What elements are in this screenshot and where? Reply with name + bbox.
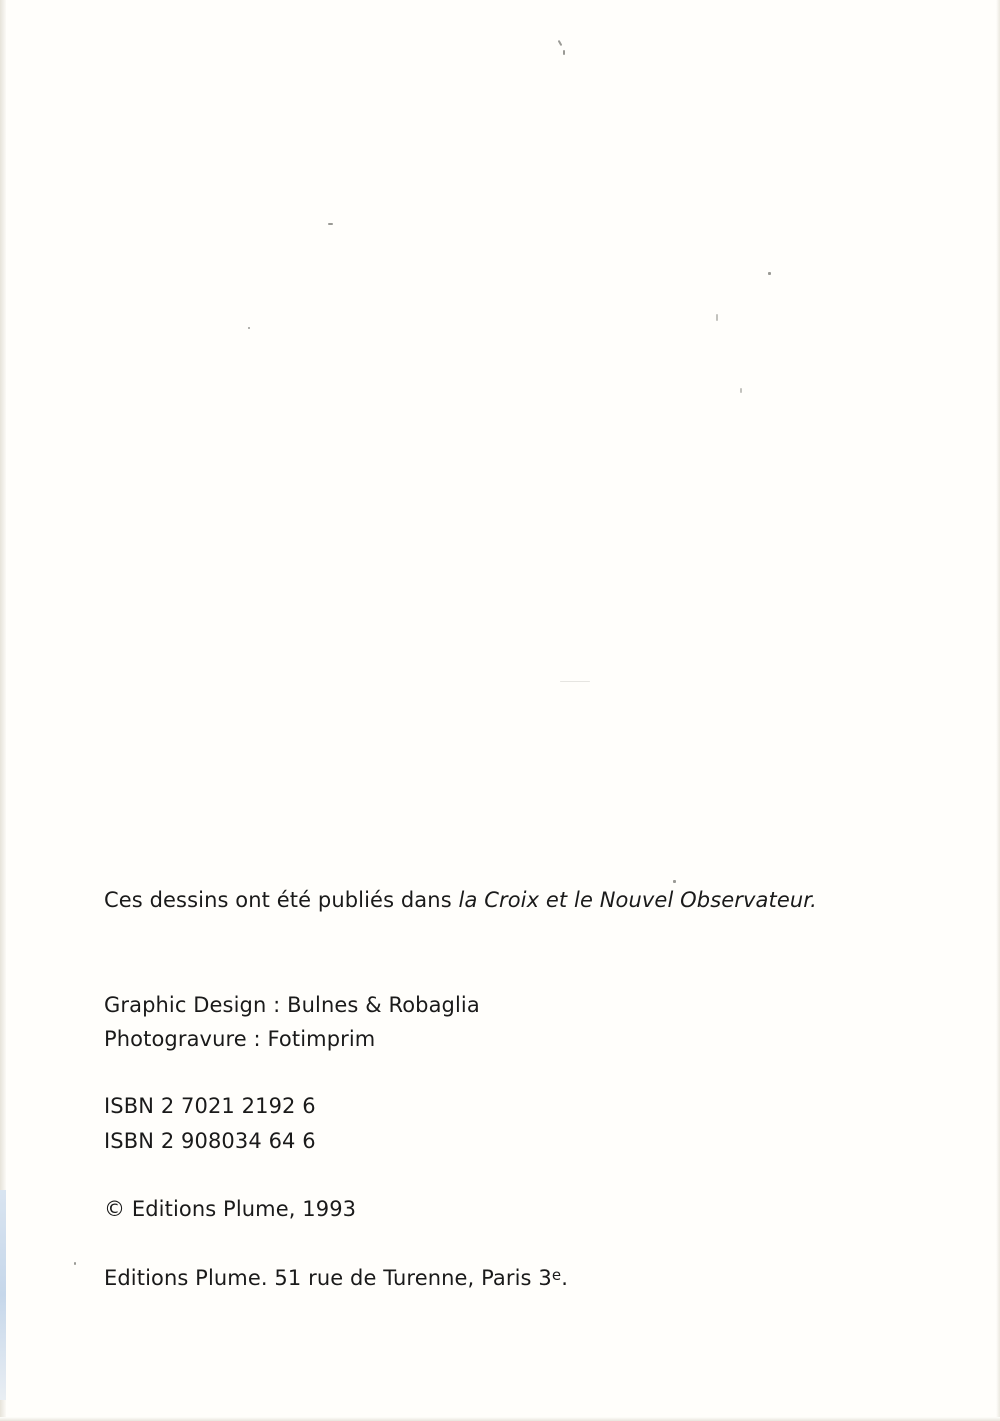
publication-note-titles: la Croix et le Nouvel Observateur. bbox=[458, 888, 817, 912]
page-bottom-edge bbox=[0, 1417, 1000, 1421]
scan-speck bbox=[328, 223, 333, 225]
scan-speck bbox=[768, 272, 771, 275]
scan-speck bbox=[740, 388, 742, 393]
publisher-address-end: . bbox=[561, 1266, 568, 1290]
publication-note-prefix: Ces dessins ont été publiés dans bbox=[104, 888, 459, 912]
page-right-edge bbox=[996, 0, 1000, 1421]
scan-speck bbox=[716, 314, 718, 321]
publisher-address-main: Editions Plume. 51 rue de Turenne, Paris 3 bbox=[104, 1266, 552, 1290]
isbn-first: ISBN 2 7021 2192 6 bbox=[104, 1094, 316, 1118]
publication-note bbox=[104, 890, 817, 911]
publisher-address bbox=[104, 1268, 568, 1289]
scan-speck bbox=[563, 50, 565, 55]
isbn-second: ISBN 2 908034 64 6 bbox=[104, 1129, 316, 1153]
scan-speck bbox=[673, 880, 676, 883]
copyright-notice: © Editions Plume, 1993 bbox=[104, 1197, 357, 1221]
scan-speck bbox=[74, 1262, 76, 1265]
credit-graphic-design: Graphic Design : Bulnes & Robaglia bbox=[104, 993, 480, 1017]
credit-photogravure: Photogravure : Fotimprim bbox=[104, 1027, 376, 1051]
scan-speck bbox=[560, 681, 590, 682]
page-left-edge-tint bbox=[0, 1190, 6, 1400]
scan-speck bbox=[248, 327, 250, 329]
scan-speck bbox=[558, 40, 563, 46]
publisher-address-superscript: e bbox=[551, 1266, 562, 1284]
